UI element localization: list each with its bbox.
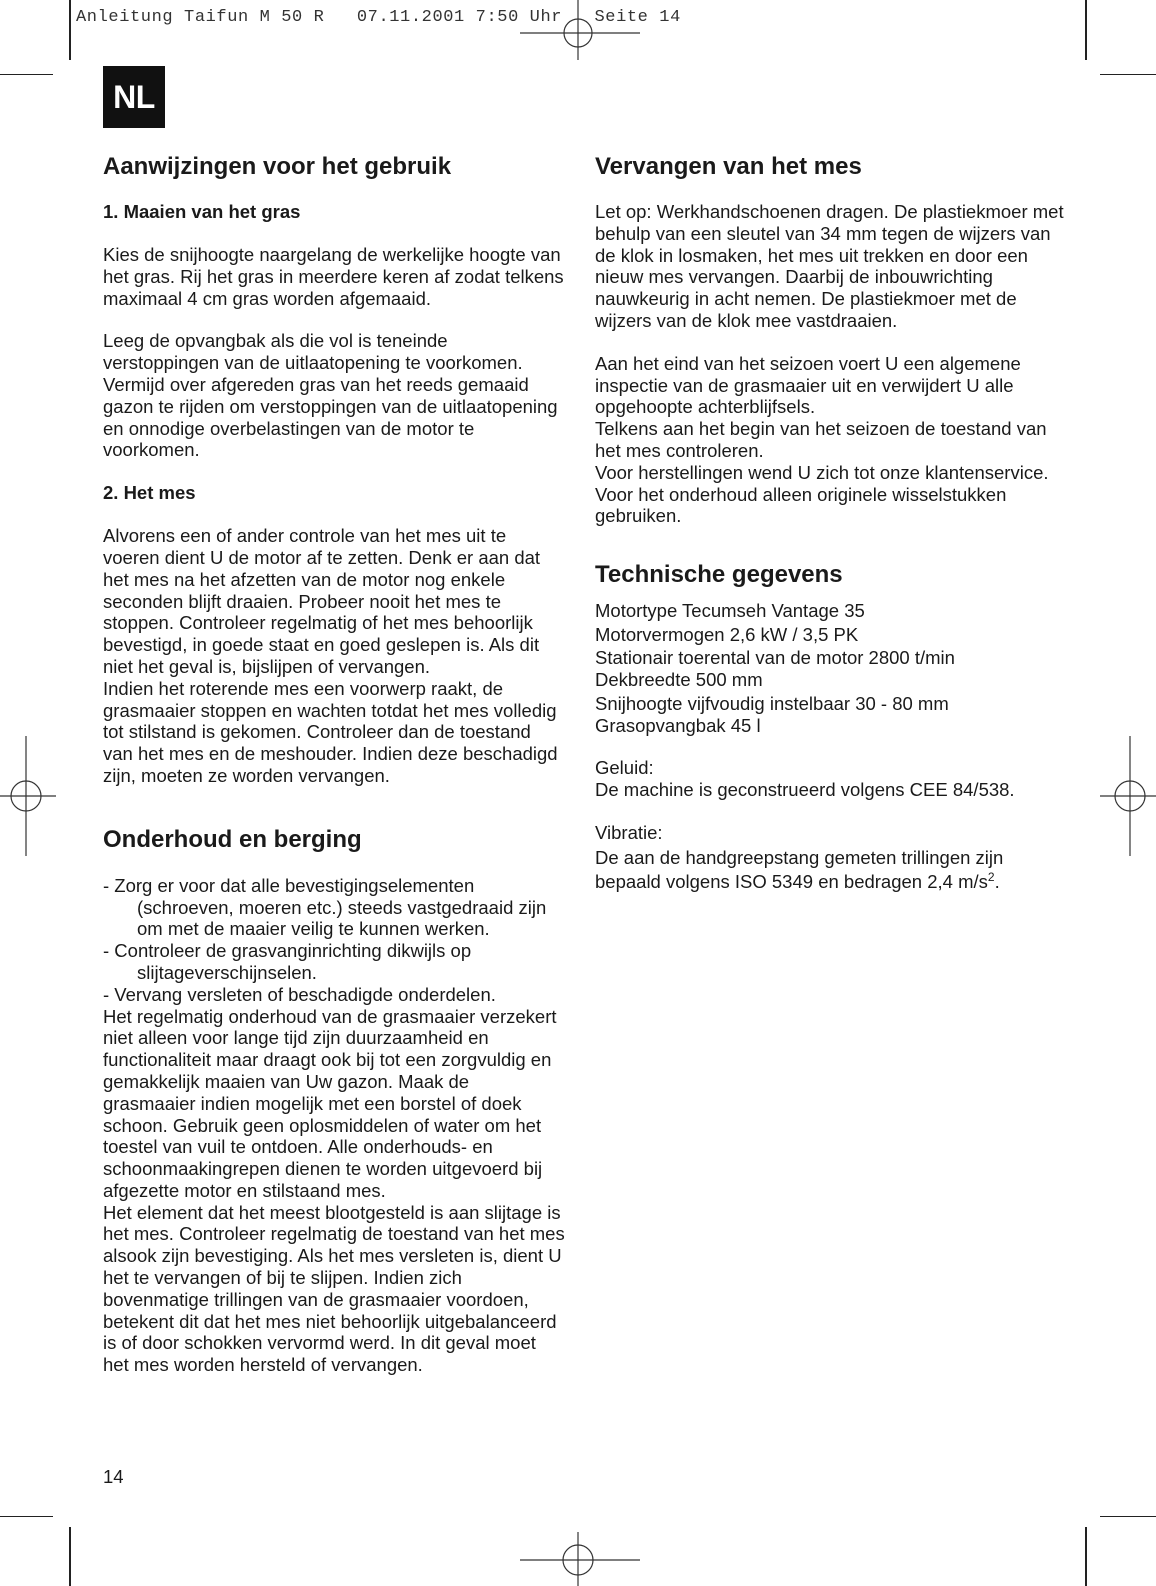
crop-mark-bottom-left-horizontal	[0, 1516, 53, 1517]
paragraph-season-end: Aan het eind van het seizoen voert U een algemene inspectie van de grasmaaier uit en verwijdert U alle opgehoopte achterblijfsels.	[595, 352, 1021, 418]
crop-mark-top-left-vertical	[69, 0, 71, 60]
paragraph-blade-impact: Indien het roterende mes een voorwerp raakt, de grasmaaier stoppen en wachten totdat het mes volledig tot stilstand is gekomen. Controleer dan de toestand van het mes en de meshouder. Indien deze beschadigd zijn, moeten ze worden vervangen.	[103, 677, 558, 786]
spec-line: Stationair toerental van de motor 2800 t/min	[595, 647, 955, 669]
paragraph-season-start: Telkens aan het begin van het seizoen de toestand van het mes controleren.	[595, 418, 1047, 461]
spec-line: Motortype Tecumseh Vantage 35	[595, 600, 865, 622]
paragraph-service: Voor herstellingen wend U zich tot onze klantenservice.	[595, 461, 1049, 483]
paragraph-blade-check: Alvorens een of ander controle van het mes uit te voeren dient U de motor af te zetten. Denk er aan dat het mes na het afzetten van de motor nog enkele seconden blijft draaien. Probeer nooit het mes te stoppen. Controleer regelmatig of het mes behoorlijk bevestigd, in goede staat en goed geslepen is. Als dit niet het geval is, bijslijpen of vervangen.	[103, 525, 541, 677]
registration-mark-right	[1100, 736, 1156, 856]
paragraph-regular-maintenance: Het regelmatig onderhoud van de grasmaaier verzekert niet alleen voor lange tijd zijn duurzaamheid en functionaliteit maar draagt ook bij tot een zorgvuldig en gemakkelijk maaien van Uw gazon. Maak de grasmaaier indien mogelijk met een borstel of doek schoon. Gebruik geen oplosmiddelen of water om het toestel van vuil te ontdoen. Alle onderhouds- en schoonmaakingrepen dienen te worden uitgevoerd bij afgezette motor en stilstaand mes.	[103, 1005, 557, 1201]
spec-line: Dekbreedte 500 mm	[595, 669, 763, 691]
vibration-text-end: .	[994, 870, 1000, 892]
language-badge: NL	[103, 66, 165, 128]
registration-mark-top	[520, 0, 640, 60]
maintenance-bullet: - Zorg er voor dat alle bevestigingselementen (schroeven, moeren etc.) steeds vastgedraaid zijn om met de maaier veilig te kunnen werken.	[103, 874, 547, 940]
crop-mark-bottom-right-vertical	[1085, 1527, 1087, 1586]
crop-mark-top-right-horizontal	[1100, 74, 1156, 75]
noise-label: Geluid:	[595, 757, 654, 779]
spec-line: Grasopvangbak 45 l	[595, 715, 761, 737]
vibration-label: Vibratie:	[595, 821, 663, 843]
spec-line: Motorvermogen 2,6 kW / 3,5 PK	[595, 624, 859, 646]
vibration-text	[595, 846, 1065, 894]
technical-specs-list	[595, 599, 1065, 737]
left-column	[103, 150, 565, 1376]
page-number: 14	[103, 1466, 124, 1487]
print-slug: Anleitung Taifun M 50 R 07.11.2001 7:50 Uhr Seite 14	[76, 8, 681, 27]
subheading-blade: 2. Het mes	[103, 482, 196, 504]
section-title-technical-data: Technische gegevens	[595, 561, 843, 589]
registration-mark-left	[0, 736, 56, 856]
section-title-usage: Aanwijzingen voor het gebruik	[103, 153, 452, 180]
maintenance-bullet: - Controleer de grasvanginrichting dikwijls op slijtageverschijnselen.	[103, 940, 472, 983]
spec-line: Snijhoogte vijfvoudig instelbaar 30 - 80 mm	[595, 693, 949, 715]
registration-mark-bottom	[520, 1532, 640, 1586]
section-title-replace-blade: Vervangen van het mes	[595, 153, 862, 180]
paragraph-replace-instructions: Let op: Werkhandschoenen dragen. De plastiekmoer met behulp van een sleutel van 34 mm tegen de wijzers van de klok in losmaken, het mes uit trekken en door een nieuw mes vervangen. Daarbij de inbouwrichting nauwkeurig in acht nemen. De plastiekmoer met de wijzers van de klok mee vastdraaien.	[595, 201, 1064, 331]
paragraph-blade-wear: Het element dat het meest blootgesteld is aan slijtage is het mes. Controleer regelmatig de toestand van het mes alsook zijn bevestiging. Als het mes versleten is, dient U het te vervangen of bij te slijpen. Indien zich bovenmatige trillingen van de grasmaaier voordoen, betekent dit dat het mes niet behoorlijk uitgebalanceerd is of door schokken vervormd werd. In dit geval moet het mes worden hersteld of vervangen.	[103, 1201, 565, 1376]
crop-mark-bottom-right-horizontal	[1100, 1516, 1156, 1517]
subheading-mowing: 1. Maaien van het gras	[103, 201, 301, 222]
paragraph-mowing-height: Kies de snijhoogte naargelang de werkelijke hoogte van het gras. Rij het gras in meerdere keren af zodat telkens maximaal 4 cm gras worden afgemaaid.	[103, 244, 564, 309]
maintenance-bullet: - Vervang versleten of beschadigde onderdelen.	[103, 983, 496, 1005]
crop-mark-top-right-vertical	[1085, 0, 1087, 60]
crop-mark-bottom-left-vertical	[69, 1527, 71, 1586]
vibration-unit-exponent: 2	[987, 869, 995, 884]
paragraph-original-parts: Voor het onderhoud alleen originele wisselstukken gebruiken.	[595, 483, 1007, 527]
noise-text: De machine is geconstrueerd volgens CEE 84/538.	[595, 778, 1015, 800]
vibration-text-main: De aan de handgreepstang gemeten trillingen zijn bepaald volgens ISO 5349 en bedragen 2,4 m/s	[595, 846, 1004, 892]
right-column	[595, 150, 1065, 894]
section-title-maintenance: Onderhoud en berging	[103, 825, 362, 853]
paragraph-empty-bag: Leeg de opvangbak als die vol is teneinde verstoppingen van de uitlaatopening te voorkomen. Vermijd over afgereden gras van het reeds gemaaid gazon te rijden om verstoppingen van de uitlaatopening en onnodige overbelastingen van de motor te voorkomen.	[103, 330, 558, 461]
crop-mark-top-left-horizontal	[0, 74, 53, 75]
